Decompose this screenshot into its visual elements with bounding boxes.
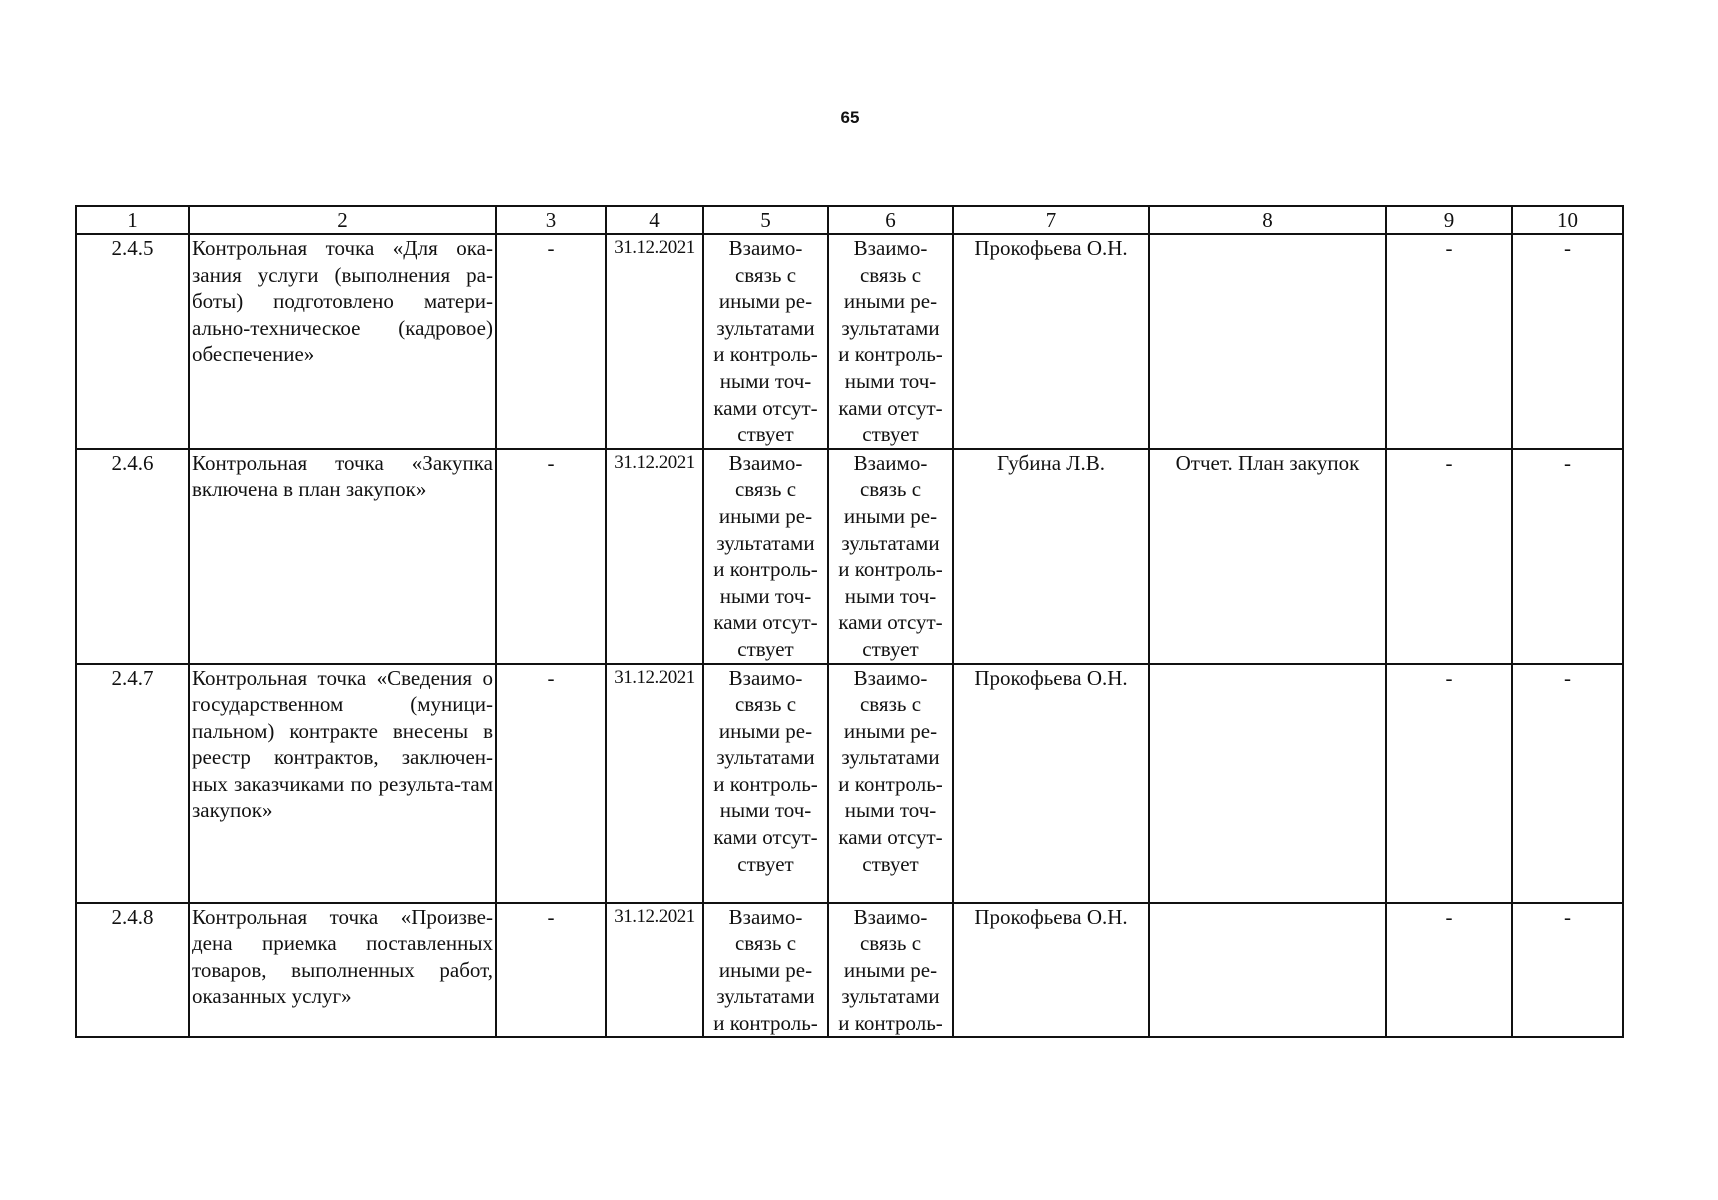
- relation-line: иными ре-: [843, 503, 938, 528]
- col10-value: -: [1512, 903, 1623, 1038]
- relation-line: зультатами: [841, 315, 940, 340]
- table-row: [76, 664, 1623, 903]
- relation-line: связь с: [859, 262, 922, 287]
- responsible-person: Прокофьева О.Н.: [953, 234, 1149, 449]
- header-cell: 6: [828, 206, 953, 234]
- relation-line: зультатами: [716, 530, 815, 555]
- deadline-date: 31.12.2021: [606, 234, 703, 449]
- deadline-date: 31.12.2021: [606, 903, 703, 1038]
- relation-cell: [703, 234, 828, 449]
- table-row: [76, 449, 1623, 664]
- col3-value: -: [496, 234, 606, 449]
- relation-cell: [828, 903, 953, 1038]
- relation-cell: [703, 664, 828, 903]
- relation-cell: [703, 449, 828, 664]
- relation-line: связь с: [859, 692, 922, 717]
- relation-line: ками отсут-: [838, 825, 943, 850]
- responsible-person: Прокофьева О.Н.: [953, 664, 1149, 903]
- relation-line: ствует: [737, 636, 794, 661]
- responsible-person: Губина Л.В.: [953, 449, 1149, 664]
- checkpoint-name: Контрольная точка «Произве-дена приемка поставленных товаров, выполненных работ, оказанных услуг»: [189, 903, 496, 1038]
- relation-line: иными ре-: [843, 289, 938, 314]
- relation-line: и контроль-: [838, 557, 943, 582]
- relation-line: Взаимо-: [853, 236, 928, 260]
- relation-line: зультатами: [841, 530, 940, 555]
- relation-line: ными точ-: [844, 368, 937, 393]
- col10-value: -: [1512, 234, 1623, 449]
- relation-line: и контроль-: [838, 342, 943, 367]
- relation-cell: [828, 234, 953, 449]
- document-type: [1149, 903, 1386, 1038]
- relation-line: ствует: [737, 422, 794, 447]
- relation-line: и контроль-: [713, 557, 818, 582]
- relation-line: ными точ-: [719, 583, 812, 608]
- relation-line: Взаимо-: [728, 236, 803, 260]
- col3-value: -: [496, 449, 606, 664]
- relation-line: и контроль-: [713, 342, 818, 367]
- header-cell: 9: [1386, 206, 1512, 234]
- relation-line: Взаимо-: [728, 665, 803, 690]
- relation-line: связь с: [734, 931, 797, 956]
- relation-line: связь с: [734, 477, 797, 502]
- header-cell: 5: [703, 206, 828, 234]
- relation-line: ными точ-: [719, 368, 812, 393]
- document-type: [1149, 234, 1386, 449]
- relation-line: ствует: [737, 851, 794, 876]
- page-number: 65: [840, 108, 860, 127]
- row-number: 2.4.8: [76, 903, 189, 1038]
- relation-line: ками отсут-: [838, 610, 943, 635]
- header-cell: 8: [1149, 206, 1386, 234]
- relation-line: Взаимо-: [853, 665, 928, 690]
- col10-value: -: [1512, 664, 1623, 903]
- relation-line: иными ре-: [718, 503, 813, 528]
- relation-line: зультатами: [841, 984, 940, 1009]
- relation-line: ками отсут-: [838, 395, 943, 420]
- plan-table: [75, 205, 1624, 1038]
- relation-line: зультатами: [716, 984, 815, 1009]
- header-cell: 10: [1512, 206, 1623, 234]
- relation-line: и контроль-: [713, 771, 818, 796]
- header-cell: 4: [606, 206, 703, 234]
- relation-line: ствует: [862, 636, 919, 661]
- col9-value: -: [1386, 664, 1512, 903]
- row-number: 2.4.5: [76, 234, 189, 449]
- relation-line: ствует: [862, 851, 919, 876]
- relation-line: зультатами: [841, 745, 940, 770]
- relation-line: зультатами: [716, 745, 815, 770]
- header-cell: 2: [189, 206, 496, 234]
- relation-line: иными ре-: [843, 957, 938, 982]
- header-cell: 7: [953, 206, 1149, 234]
- relation-line: Взаимо-: [728, 450, 803, 475]
- deadline-date: 31.12.2021: [606, 449, 703, 664]
- relation-line: иными ре-: [843, 718, 938, 743]
- checkpoint-name: Контрольная точка «Сведения о государственном (муници-пальном) контракте внесены в реестр контрактов, заключен-ных заказчиками по результа-там закупок»: [189, 664, 496, 903]
- relation-line: Взаимо-: [728, 904, 803, 929]
- relation-line: ными точ-: [844, 583, 937, 608]
- relation-line: Взаимо-: [853, 904, 928, 929]
- document-type: [1149, 664, 1386, 903]
- relation-cell: [828, 664, 953, 903]
- header-row: [76, 206, 1623, 234]
- checkpoint-name: Контрольная точка «Закупка включена в план закупок»: [189, 449, 496, 664]
- row-number: 2.4.7: [76, 664, 189, 903]
- relation-line: ными точ-: [719, 798, 812, 823]
- relation-line: связь с: [734, 262, 797, 287]
- relation-line: ками отсут-: [713, 610, 818, 635]
- relation-line: ными точ-: [844, 798, 937, 823]
- header-cell: 1: [76, 206, 189, 234]
- relation-line: связь с: [734, 692, 797, 717]
- deadline-date: 31.12.2021: [606, 664, 703, 903]
- col3-value: -: [496, 664, 606, 903]
- col9-value: -: [1386, 449, 1512, 664]
- relation-line: ками отсут-: [713, 825, 818, 850]
- relation-line: Взаимо-: [853, 450, 928, 475]
- document-type: Отчет. План закупок: [1149, 449, 1386, 664]
- col3-value: -: [496, 903, 606, 1038]
- relation-line: ствует: [862, 422, 919, 447]
- table-row: [76, 903, 1623, 1038]
- relation-line: иными ре-: [718, 718, 813, 743]
- relation-cell: [828, 449, 953, 664]
- relation-line: и контроль-: [838, 771, 943, 796]
- col9-value: -: [1386, 903, 1512, 1038]
- checkpoint-name: Контрольная точка «Для ока-зания услуги (выполнения ра-боты) подготовлено матери-ально-техническое (кадровое) обеспечение»: [189, 234, 496, 449]
- relation-line: иными ре-: [718, 957, 813, 982]
- table-row: [76, 234, 1623, 449]
- responsible-person: Прокофьева О.Н.: [953, 903, 1149, 1038]
- col10-value: -: [1512, 449, 1623, 664]
- relation-line: и контроль-: [713, 1010, 818, 1035]
- relation-cell: [703, 903, 828, 1038]
- relation-line: связь с: [859, 477, 922, 502]
- header-cell: 3: [496, 206, 606, 234]
- relation-line: иными ре-: [718, 289, 813, 314]
- row-number: 2.4.6: [76, 449, 189, 664]
- relation-line: зультатами: [716, 315, 815, 340]
- relation-line: ками отсут-: [713, 395, 818, 420]
- col9-value: -: [1386, 234, 1512, 449]
- relation-line: и контроль-: [838, 1010, 943, 1035]
- relation-line: связь с: [859, 931, 922, 956]
